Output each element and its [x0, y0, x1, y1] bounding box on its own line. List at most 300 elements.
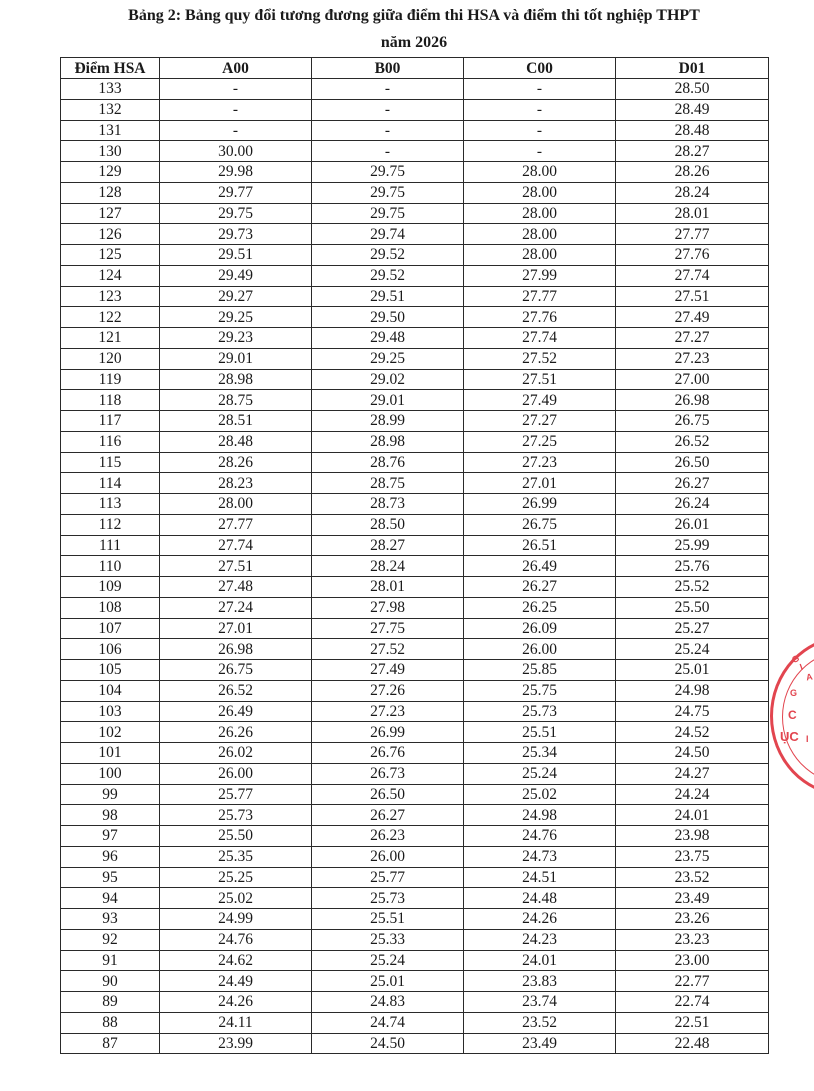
header-hsa-score: Điểm HSA: [61, 58, 160, 79]
cell-d01: 24.98: [616, 680, 769, 701]
cell-b00: 26.23: [312, 826, 464, 847]
table-row: [61, 224, 769, 245]
cell-a00: 27.74: [160, 535, 312, 556]
cell-c00: 24.76: [464, 826, 616, 847]
seal-letter: C: [788, 708, 797, 722]
cell-b00: 29.01: [312, 390, 464, 411]
cell-b00: 24.50: [312, 1033, 464, 1054]
table-row: [61, 328, 769, 349]
cell-b00: 26.00: [312, 846, 464, 867]
cell-b00: 27.52: [312, 639, 464, 660]
cell-a00: 28.51: [160, 411, 312, 432]
cell-c00: -: [464, 120, 616, 141]
table-row: [61, 182, 769, 203]
cell-d01: 27.27: [616, 328, 769, 349]
cell-c00: 27.74: [464, 328, 616, 349]
table-row: [61, 514, 769, 535]
cell-b00: 27.26: [312, 680, 464, 701]
cell-c00: 24.48: [464, 888, 616, 909]
cell-hsa-score: 109: [61, 577, 160, 598]
cell-b00: 29.75: [312, 162, 464, 183]
cell-b00: 29.50: [312, 307, 464, 328]
table-row: [61, 162, 769, 183]
cell-a00: 27.48: [160, 577, 312, 598]
cell-hsa-score: 90: [61, 971, 160, 992]
cell-b00: 25.33: [312, 929, 464, 950]
cell-hsa-score: 92: [61, 929, 160, 950]
cell-a00: 29.98: [160, 162, 312, 183]
cell-b00: 26.76: [312, 743, 464, 764]
cell-d01: 25.27: [616, 618, 769, 639]
cell-b00: -: [312, 141, 464, 162]
cell-b00: -: [312, 79, 464, 100]
cell-c00: 26.51: [464, 535, 616, 556]
table-row: [61, 701, 769, 722]
cell-b00: 25.24: [312, 950, 464, 971]
cell-c00: 25.02: [464, 784, 616, 805]
cell-hsa-score: 88: [61, 1012, 160, 1033]
cell-b00: 28.76: [312, 452, 464, 473]
cell-c00: 24.23: [464, 929, 616, 950]
cell-c00: 28.00: [464, 182, 616, 203]
cell-b00: 28.24: [312, 556, 464, 577]
cell-c00: -: [464, 79, 616, 100]
cell-b00: 29.75: [312, 182, 464, 203]
cell-a00: 24.11: [160, 1012, 312, 1033]
cell-a00: 29.25: [160, 307, 312, 328]
cell-d01: 27.76: [616, 245, 769, 266]
cell-c00: 24.73: [464, 846, 616, 867]
cell-a00: 25.35: [160, 846, 312, 867]
cell-c00: 23.74: [464, 992, 616, 1013]
cell-a00: 25.02: [160, 888, 312, 909]
cell-hsa-score: 89: [61, 992, 160, 1013]
cell-hsa-score: 112: [61, 514, 160, 535]
cell-c00: 23.52: [464, 1012, 616, 1033]
cell-c00: 27.23: [464, 452, 616, 473]
table-row: [61, 120, 769, 141]
table-row: [61, 473, 769, 494]
cell-a00: 27.77: [160, 514, 312, 535]
cell-hsa-score: 113: [61, 494, 160, 515]
cell-c00: 24.51: [464, 867, 616, 888]
cell-b00: 29.74: [312, 224, 464, 245]
cell-d01: 22.77: [616, 971, 769, 992]
table-row: [61, 203, 769, 224]
table-row: [61, 597, 769, 618]
cell-d01: 26.52: [616, 431, 769, 452]
cell-d01: 28.48: [616, 120, 769, 141]
table-row: [61, 992, 769, 1013]
cell-hsa-score: 111: [61, 535, 160, 556]
table-row: [61, 577, 769, 598]
header-d01: D01: [616, 58, 769, 79]
cell-b00: 29.48: [312, 328, 464, 349]
cell-b00: 25.73: [312, 888, 464, 909]
cell-d01: 24.24: [616, 784, 769, 805]
cell-a00: 23.99: [160, 1033, 312, 1054]
cell-a00: -: [160, 120, 312, 141]
header-row: [61, 58, 769, 79]
table-row: [61, 1012, 769, 1033]
cell-c00: 27.01: [464, 473, 616, 494]
table-header: [61, 58, 769, 79]
table-row: [61, 535, 769, 556]
cell-d01: 23.26: [616, 909, 769, 930]
cell-a00: 28.26: [160, 452, 312, 473]
table-row: [61, 141, 769, 162]
cell-d01: 22.51: [616, 1012, 769, 1033]
cell-b00: 28.01: [312, 577, 464, 598]
cell-d01: 27.74: [616, 265, 769, 286]
cell-hsa-score: 129: [61, 162, 160, 183]
table-row: [61, 411, 769, 432]
cell-b00: 27.75: [312, 618, 464, 639]
table-row: [61, 846, 769, 867]
cell-c00: 25.73: [464, 701, 616, 722]
table-row: [61, 369, 769, 390]
cell-hsa-score: 128: [61, 182, 160, 203]
cell-hsa-score: 97: [61, 826, 160, 847]
cell-d01: 27.00: [616, 369, 769, 390]
cell-hsa-score: 122: [61, 307, 160, 328]
table-row: [61, 680, 769, 701]
cell-d01: 27.49: [616, 307, 769, 328]
cell-c00: -: [464, 141, 616, 162]
cell-c00: 27.49: [464, 390, 616, 411]
cell-a00: 29.23: [160, 328, 312, 349]
cell-c00: 26.99: [464, 494, 616, 515]
cell-hsa-score: 106: [61, 639, 160, 660]
cell-a00: 26.02: [160, 743, 312, 764]
cell-d01: 28.49: [616, 99, 769, 120]
table-caption-line-1: Bảng 2: Bảng quy đổi tương đương giữa điểm thi HSA và điểm thi tốt nghiệp THPT: [128, 7, 700, 24]
cell-d01: 27.23: [616, 348, 769, 369]
cell-d01: 23.98: [616, 826, 769, 847]
cell-b00: 29.51: [312, 286, 464, 307]
header-b00: B00: [312, 58, 464, 79]
table-row: [61, 245, 769, 266]
cell-b00: 29.02: [312, 369, 464, 390]
cell-c00: 26.00: [464, 639, 616, 660]
cell-d01: 23.23: [616, 929, 769, 950]
cell-d01: 23.75: [616, 846, 769, 867]
cell-c00: 25.24: [464, 763, 616, 784]
table-row: [61, 888, 769, 909]
cell-hsa-score: 131: [61, 120, 160, 141]
table-row: [61, 743, 769, 764]
cell-b00: 29.75: [312, 203, 464, 224]
cell-c00: 27.52: [464, 348, 616, 369]
cell-c00: 27.77: [464, 286, 616, 307]
cell-c00: 24.01: [464, 950, 616, 971]
table-row: [61, 452, 769, 473]
cell-d01: 25.01: [616, 660, 769, 681]
cell-b00: 28.75: [312, 473, 464, 494]
cell-hsa-score: 132: [61, 99, 160, 120]
cell-b00: 24.83: [312, 992, 464, 1013]
table-row: [61, 494, 769, 515]
cell-d01: 26.27: [616, 473, 769, 494]
table-row: [61, 867, 769, 888]
cell-d01: 26.75: [616, 411, 769, 432]
seal-letter: G: [790, 688, 798, 698]
cell-d01: 23.52: [616, 867, 769, 888]
cell-c00: -: [464, 99, 616, 120]
cell-c00: 26.75: [464, 514, 616, 535]
official-seal-fragment: [762, 632, 814, 800]
seal-letter: I: [806, 734, 809, 744]
cell-c00: 27.25: [464, 431, 616, 452]
cell-a00: 29.01: [160, 348, 312, 369]
cell-b00: 27.98: [312, 597, 464, 618]
cell-a00: 25.77: [160, 784, 312, 805]
cell-c00: 25.85: [464, 660, 616, 681]
cell-b00: 26.99: [312, 722, 464, 743]
cell-a00: 29.77: [160, 182, 312, 203]
cell-c00: 26.09: [464, 618, 616, 639]
cell-d01: 28.50: [616, 79, 769, 100]
cell-hsa-score: 121: [61, 328, 160, 349]
cell-b00: 25.77: [312, 867, 464, 888]
cell-a00: 27.01: [160, 618, 312, 639]
table-row: [61, 286, 769, 307]
cell-d01: 28.26: [616, 162, 769, 183]
cell-c00: 25.51: [464, 722, 616, 743]
table-row: [61, 79, 769, 100]
table-row: [61, 390, 769, 411]
cell-c00: 26.49: [464, 556, 616, 577]
cell-hsa-score: 125: [61, 245, 160, 266]
table-row: [61, 826, 769, 847]
cell-hsa-score: 115: [61, 452, 160, 473]
cell-c00: 28.00: [464, 245, 616, 266]
cell-b00: 26.73: [312, 763, 464, 784]
cell-a00: 25.73: [160, 805, 312, 826]
cell-c00: 24.98: [464, 805, 616, 826]
cell-d01: 26.01: [616, 514, 769, 535]
cell-a00: 27.51: [160, 556, 312, 577]
cell-b00: 29.25: [312, 348, 464, 369]
table-row: [61, 556, 769, 577]
cell-d01: 23.00: [616, 950, 769, 971]
cell-b00: 27.49: [312, 660, 464, 681]
cell-a00: 28.23: [160, 473, 312, 494]
cell-a00: 28.98: [160, 369, 312, 390]
cell-a00: 29.27: [160, 286, 312, 307]
cell-c00: 26.25: [464, 597, 616, 618]
cell-d01: 22.48: [616, 1033, 769, 1054]
cell-b00: 26.27: [312, 805, 464, 826]
cell-a00: 29.49: [160, 265, 312, 286]
cell-hsa-score: 126: [61, 224, 160, 245]
cell-b00: 28.73: [312, 494, 464, 515]
cell-b00: 24.74: [312, 1012, 464, 1033]
cell-a00: 26.49: [160, 701, 312, 722]
table-row: [61, 784, 769, 805]
cell-a00: 26.26: [160, 722, 312, 743]
cell-a00: 26.98: [160, 639, 312, 660]
table-row: [61, 660, 769, 681]
cell-d01: 27.51: [616, 286, 769, 307]
cell-a00: 27.24: [160, 597, 312, 618]
table-row: [61, 909, 769, 930]
table-row: [61, 348, 769, 369]
cell-d01: 25.99: [616, 535, 769, 556]
seal-letter: A: [805, 671, 814, 683]
table-row: [61, 805, 769, 826]
cell-a00: -: [160, 79, 312, 100]
cell-hsa-score: 98: [61, 805, 160, 826]
cell-hsa-score: 107: [61, 618, 160, 639]
table-row: [61, 950, 769, 971]
cell-d01: 25.52: [616, 577, 769, 598]
cell-d01: 26.50: [616, 452, 769, 473]
cell-hsa-score: 124: [61, 265, 160, 286]
cell-c00: 28.00: [464, 203, 616, 224]
cell-hsa-score: 101: [61, 743, 160, 764]
cell-hsa-score: 119: [61, 369, 160, 390]
cell-a00: 28.75: [160, 390, 312, 411]
cell-hsa-score: 87: [61, 1033, 160, 1054]
cell-hsa-score: 120: [61, 348, 160, 369]
cell-b00: 29.52: [312, 265, 464, 286]
cell-hsa-score: 99: [61, 784, 160, 805]
cell-c00: 27.99: [464, 265, 616, 286]
cell-d01: 28.01: [616, 203, 769, 224]
cell-d01: 24.50: [616, 743, 769, 764]
cell-a00: 24.76: [160, 929, 312, 950]
cell-c00: 28.00: [464, 162, 616, 183]
table-row: [61, 618, 769, 639]
cell-hsa-score: 108: [61, 597, 160, 618]
cell-hsa-score: 104: [61, 680, 160, 701]
conversion-table: [60, 57, 769, 1054]
cell-a00: -: [160, 99, 312, 120]
cell-hsa-score: 95: [61, 867, 160, 888]
cell-d01: 24.52: [616, 722, 769, 743]
header-c00: C00: [464, 58, 616, 79]
cell-d01: 27.77: [616, 224, 769, 245]
cell-a00: 24.49: [160, 971, 312, 992]
seal-letter: G: [789, 652, 802, 666]
cell-hsa-score: 130: [61, 141, 160, 162]
cell-a00: 28.48: [160, 431, 312, 452]
cell-d01: 28.27: [616, 141, 769, 162]
cell-a00: 24.99: [160, 909, 312, 930]
cell-a00: 28.00: [160, 494, 312, 515]
seal-letter: ỤC: [780, 729, 799, 744]
cell-a00: 29.51: [160, 245, 312, 266]
cell-b00: -: [312, 120, 464, 141]
table-row: [61, 307, 769, 328]
cell-d01: 24.01: [616, 805, 769, 826]
cell-hsa-score: 103: [61, 701, 160, 722]
table-row: [61, 929, 769, 950]
cell-d01: 26.98: [616, 390, 769, 411]
cell-b00: -: [312, 99, 464, 120]
cell-c00: 24.26: [464, 909, 616, 930]
cell-b00: 27.23: [312, 701, 464, 722]
table-row: [61, 1033, 769, 1054]
cell-d01: 25.76: [616, 556, 769, 577]
cell-d01: 22.74: [616, 992, 769, 1013]
table-row: [61, 99, 769, 120]
cell-hsa-score: 117: [61, 411, 160, 432]
cell-c00: 26.27: [464, 577, 616, 598]
cell-hsa-score: 133: [61, 79, 160, 100]
cell-a00: 30.00: [160, 141, 312, 162]
cell-d01: 24.27: [616, 763, 769, 784]
cell-hsa-score: 127: [61, 203, 160, 224]
table-row: [61, 265, 769, 286]
cell-hsa-score: 91: [61, 950, 160, 971]
cell-c00: 27.76: [464, 307, 616, 328]
cell-hsa-score: 94: [61, 888, 160, 909]
cell-hsa-score: 102: [61, 722, 160, 743]
cell-c00: 25.75: [464, 680, 616, 701]
cell-a00: 25.50: [160, 826, 312, 847]
cell-b00: 25.51: [312, 909, 464, 930]
cell-a00: 26.75: [160, 660, 312, 681]
cell-b00: 28.27: [312, 535, 464, 556]
cell-a00: 26.00: [160, 763, 312, 784]
cell-c00: 23.83: [464, 971, 616, 992]
table-body: [61, 79, 769, 1054]
cell-hsa-score: 100: [61, 763, 160, 784]
cell-a00: 25.25: [160, 867, 312, 888]
table-row: [61, 971, 769, 992]
cell-b00: 28.98: [312, 431, 464, 452]
cell-hsa-score: 96: [61, 846, 160, 867]
seal-letter: I: [798, 661, 805, 673]
cell-b00: 28.50: [312, 514, 464, 535]
cell-hsa-score: 118: [61, 390, 160, 411]
cell-b00: 26.50: [312, 784, 464, 805]
cell-d01: 25.24: [616, 639, 769, 660]
cell-a00: 24.26: [160, 992, 312, 1013]
cell-a00: 26.52: [160, 680, 312, 701]
cell-d01: 28.24: [616, 182, 769, 203]
cell-a00: 24.62: [160, 950, 312, 971]
cell-a00: 29.75: [160, 203, 312, 224]
table-row: [61, 722, 769, 743]
cell-a00: 29.73: [160, 224, 312, 245]
table-row: [61, 639, 769, 660]
cell-d01: 26.24: [616, 494, 769, 515]
cell-hsa-score: 93: [61, 909, 160, 930]
cell-b00: 25.01: [312, 971, 464, 992]
cell-hsa-score: 116: [61, 431, 160, 452]
cell-c00: 27.51: [464, 369, 616, 390]
table-caption-line-2: năm 2026: [380, 34, 448, 51]
header-a00: A00: [160, 58, 312, 79]
cell-c00: 27.27: [464, 411, 616, 432]
table-row: [61, 763, 769, 784]
cell-hsa-score: 105: [61, 660, 160, 681]
cell-hsa-score: 123: [61, 286, 160, 307]
cell-c00: 23.49: [464, 1033, 616, 1054]
cell-d01: 24.75: [616, 701, 769, 722]
table-row: [61, 431, 769, 452]
cell-c00: 28.00: [464, 224, 616, 245]
cell-d01: 23.49: [616, 888, 769, 909]
cell-c00: 25.34: [464, 743, 616, 764]
cell-hsa-score: 114: [61, 473, 160, 494]
cell-hsa-score: 110: [61, 556, 160, 577]
cell-b00: 29.52: [312, 245, 464, 266]
cell-b00: 28.99: [312, 411, 464, 432]
